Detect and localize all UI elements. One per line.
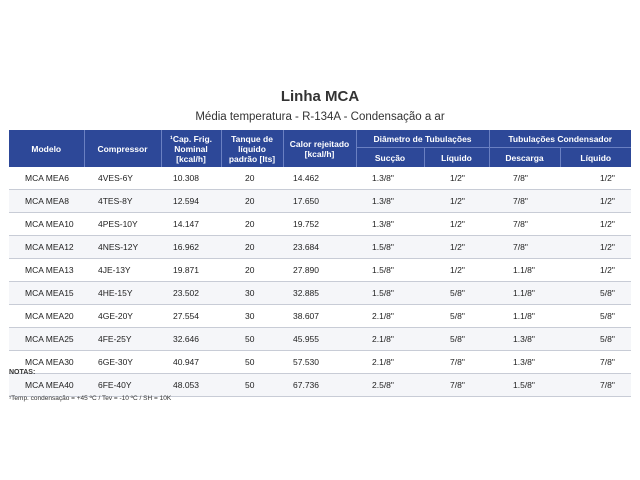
cell-descarga: 7/8" — [489, 213, 560, 236]
footnote: ¹Temp. condensação = +45 ºC / Tev = -10 ºC / SH = 10K — [9, 395, 172, 402]
cell-tanque: 30 — [221, 282, 283, 305]
cell-tanque: 20 — [221, 259, 283, 282]
cell-descarga: 1.5/8" — [489, 374, 560, 397]
cell-descarga: 7/8" — [489, 167, 560, 190]
header-descarga: Descarga — [489, 148, 560, 168]
cell-capacidade: 10.308 — [161, 167, 221, 190]
cell-calor: 57.530 — [283, 351, 356, 374]
page-title: Linha MCA — [280, 88, 360, 105]
header-succao: Sucção — [356, 148, 424, 168]
cell-compressor: 6FE-40Y — [84, 374, 161, 397]
cell-compressor: 4FE-25Y — [84, 328, 161, 351]
spec-table — [9, 130, 631, 397]
cell-tanque: 50 — [221, 351, 283, 374]
cell-liquido-condensador: 5/8" — [560, 328, 631, 351]
header-tanque: Tanque de líquido padrão [lts] — [221, 130, 283, 167]
cell-tanque: 20 — [221, 167, 283, 190]
cell-liquido: 5/8" — [424, 305, 489, 328]
table-row — [9, 305, 631, 328]
cell-succao: 1.3/8" — [356, 167, 424, 190]
cell-modelo: MCA MEA15 — [9, 282, 84, 305]
table-row — [9, 328, 631, 351]
cell-liquido: 7/8" — [424, 351, 489, 374]
cell-modelo: MCA MEA6 — [9, 167, 84, 190]
cell-modelo: MCA MEA8 — [9, 190, 84, 213]
cell-modelo: MCA MEA25 — [9, 328, 84, 351]
cell-liquido-condensador: 1/2" — [560, 167, 631, 190]
cell-calor: 23.684 — [283, 236, 356, 259]
cell-calor: 45.955 — [283, 328, 356, 351]
cell-tanque: 50 — [221, 374, 283, 397]
header-liquido-condensador: Líquido — [560, 148, 631, 168]
header-modelo: Modelo — [9, 130, 84, 167]
table-row — [9, 282, 631, 305]
cell-liquido: 1/2" — [424, 236, 489, 259]
cell-descarga: 1.1/8" — [489, 305, 560, 328]
cell-descarga: 7/8" — [489, 236, 560, 259]
cell-capacidade: 19.871 — [161, 259, 221, 282]
cell-liquido-condensador: 1/2" — [560, 190, 631, 213]
cell-modelo: MCA MEA30 — [9, 351, 84, 374]
cell-descarga: 1.1/8" — [489, 259, 560, 282]
table-row — [9, 374, 631, 397]
cell-liquido: 1/2" — [424, 259, 489, 282]
table-row — [9, 190, 631, 213]
cell-descarga: 1.3/8" — [489, 351, 560, 374]
cell-tanque: 20 — [221, 190, 283, 213]
cell-capacidade: 16.962 — [161, 236, 221, 259]
header-compressor: Compressor — [84, 130, 161, 167]
cell-succao: 1.5/8" — [356, 259, 424, 282]
cell-tanque: 50 — [221, 328, 283, 351]
cell-succao: 1.5/8" — [356, 236, 424, 259]
cell-descarga: 1.3/8" — [489, 328, 560, 351]
header-diametro-group: Diâmetro de Tubulações — [356, 130, 489, 148]
cell-compressor: 4VES-6Y — [84, 167, 161, 190]
cell-succao: 2.1/8" — [356, 328, 424, 351]
cell-tanque: 20 — [221, 236, 283, 259]
cell-liquido: 7/8" — [424, 374, 489, 397]
cell-succao: 2.1/8" — [356, 305, 424, 328]
cell-liquido: 1/2" — [424, 213, 489, 236]
cell-tanque: 20 — [221, 213, 283, 236]
cell-calor: 19.752 — [283, 213, 356, 236]
cell-succao: 1.3/8" — [356, 213, 424, 236]
cell-compressor: 4TES-8Y — [84, 190, 161, 213]
cell-compressor: 4NES-12Y — [84, 236, 161, 259]
header-capacidade: ¹Cap. Frig. Nominal [kcal/h] — [161, 130, 221, 167]
cell-modelo: MCA MEA12 — [9, 236, 84, 259]
table-row — [9, 167, 631, 190]
cell-capacidade: 48.053 — [161, 374, 221, 397]
table-row — [9, 236, 631, 259]
cell-calor: 27.890 — [283, 259, 356, 282]
table-row — [9, 259, 631, 282]
cell-calor: 14.462 — [283, 167, 356, 190]
cell-liquido-condensador: 1/2" — [560, 259, 631, 282]
cell-modelo: MCA MEA40 — [9, 374, 84, 397]
cell-succao: 2.5/8" — [356, 374, 424, 397]
cell-liquido-condensador: 7/8" — [560, 351, 631, 374]
cell-capacidade: 14.147 — [161, 213, 221, 236]
cell-capacidade: 23.502 — [161, 282, 221, 305]
cell-modelo: MCA MEA10 — [9, 213, 84, 236]
cell-liquido: 1/2" — [424, 190, 489, 213]
cell-liquido: 1/2" — [424, 167, 489, 190]
cell-succao: 2.1/8" — [356, 351, 424, 374]
cell-compressor: 4GE-20Y — [84, 305, 161, 328]
cell-calor: 17.650 — [283, 190, 356, 213]
notes-label: NOTAS: — [9, 369, 36, 376]
header-liquido: Líquido — [424, 148, 489, 168]
page-subtitle: Média temperatura - R-134A - Condensação a ar — [195, 111, 445, 123]
cell-liquido-condensador: 7/8" — [560, 374, 631, 397]
table-row — [9, 213, 631, 236]
cell-liquido: 5/8" — [424, 328, 489, 351]
cell-capacidade: 32.646 — [161, 328, 221, 351]
cell-tanque: 30 — [221, 305, 283, 328]
cell-compressor: 4PES-10Y — [84, 213, 161, 236]
cell-calor: 38.607 — [283, 305, 356, 328]
cell-liquido-condensador: 5/8" — [560, 305, 631, 328]
cell-capacidade: 40.947 — [161, 351, 221, 374]
cell-descarga: 7/8" — [489, 190, 560, 213]
cell-descarga: 1.1/8" — [489, 282, 560, 305]
cell-liquido-condensador: 1/2" — [560, 213, 631, 236]
cell-modelo: MCA MEA13 — [9, 259, 84, 282]
cell-succao: 1.3/8" — [356, 190, 424, 213]
cell-capacidade: 12.594 — [161, 190, 221, 213]
header-condensador-group: Tubulações Condensador — [489, 130, 631, 148]
cell-compressor: 4HE-15Y — [84, 282, 161, 305]
table-row — [9, 351, 631, 374]
cell-liquido-condensador: 5/8" — [560, 282, 631, 305]
cell-succao: 1.5/8" — [356, 282, 424, 305]
cell-modelo: MCA MEA20 — [9, 305, 84, 328]
cell-capacidade: 27.554 — [161, 305, 221, 328]
header-calor: Calor rejeitado [kcal/h] — [283, 130, 356, 167]
cell-compressor: 6GE-30Y — [84, 351, 161, 374]
cell-calor: 67.736 — [283, 374, 356, 397]
cell-calor: 32.885 — [283, 282, 356, 305]
cell-liquido-condensador: 1/2" — [560, 236, 631, 259]
cell-liquido: 5/8" — [424, 282, 489, 305]
cell-compressor: 4JE-13Y — [84, 259, 161, 282]
